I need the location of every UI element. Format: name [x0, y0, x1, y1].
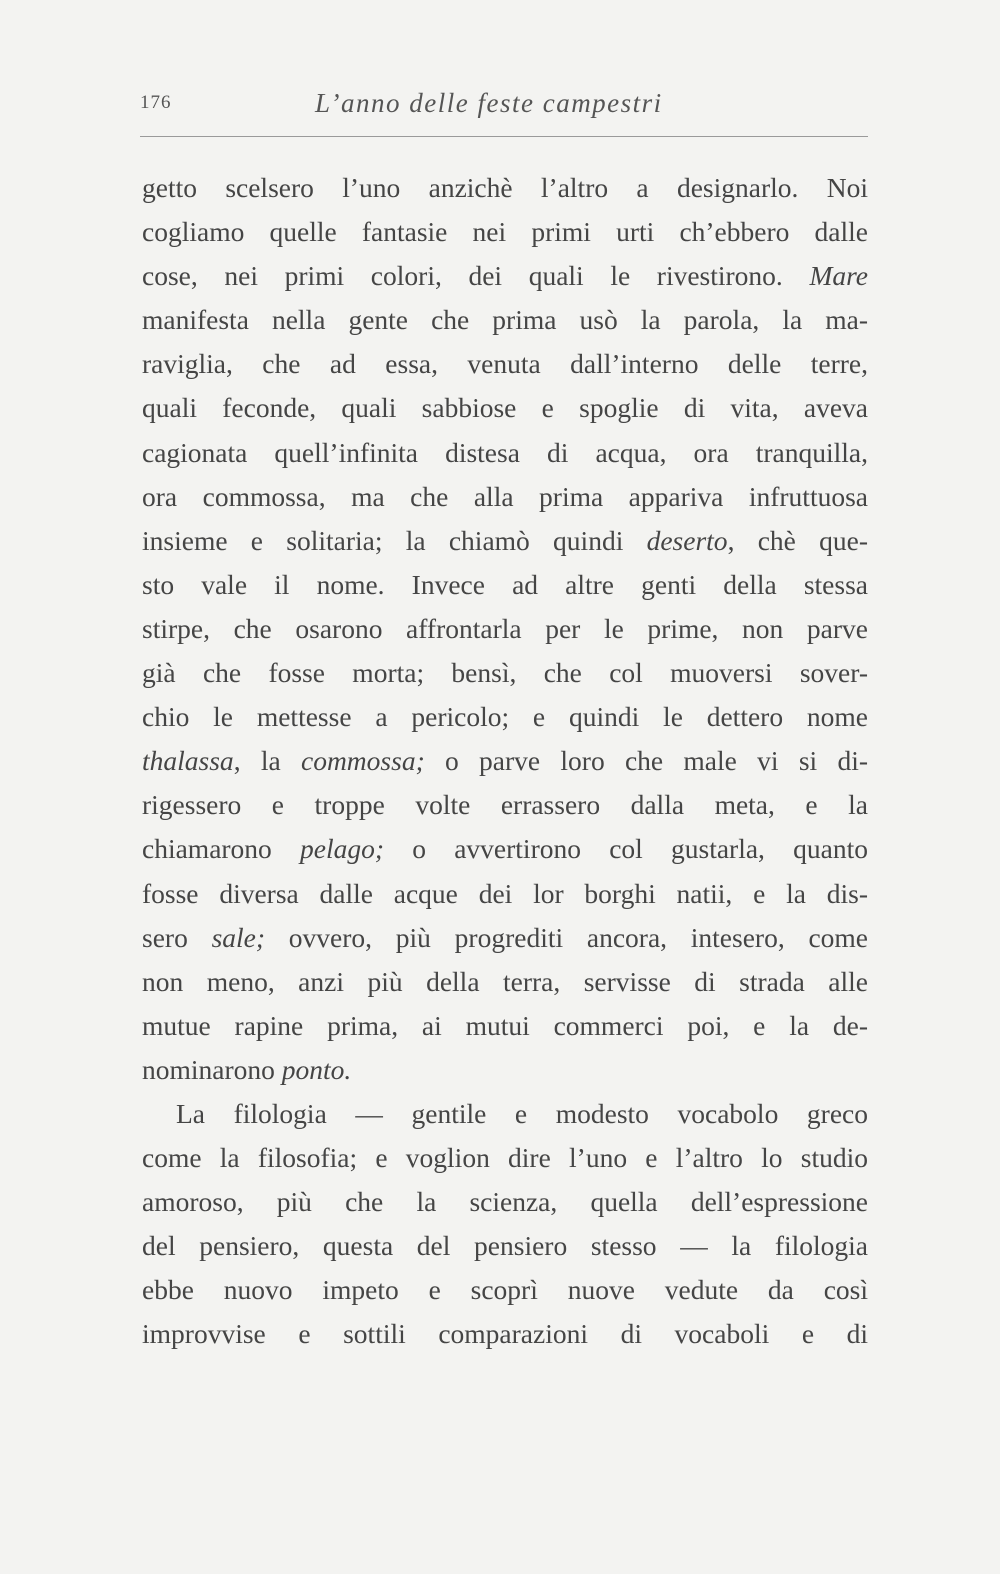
text-span: come la filosofia; e voglion dire l’uno e l’altro lo studio: [142, 1142, 868, 1174]
text-line: [142, 872, 868, 916]
text-span: quali feconde, quali sabbiose e spoglie di vita, aveva: [142, 392, 868, 424]
text-line: [142, 431, 868, 475]
text-span: o parve loro che male vi si di-: [424, 745, 868, 777]
text-span: non meno, anzi più della terra, servisse di strada alle: [142, 965, 868, 997]
italic-span: thalassa: [142, 745, 234, 777]
text-line: [142, 519, 868, 563]
text-line: [142, 960, 868, 1004]
text-line: [142, 298, 868, 342]
text-span: getto scelsero l’uno anzichè l’altro a designarlo. Noi: [142, 172, 868, 203]
paragraph: [142, 1092, 868, 1357]
text-line: [142, 1180, 868, 1224]
italic-span: Mare: [809, 260, 868, 292]
text-line: [142, 916, 868, 960]
page-number: 176: [140, 92, 172, 113]
text-line: [142, 210, 868, 254]
text-span: amoroso, più che la scienza, quella dell’espressione: [142, 1186, 868, 1218]
text-line: [142, 607, 868, 651]
text-line: [142, 386, 868, 430]
text-span: rigessero e troppe volte errassero dalla meta, e la: [142, 789, 868, 821]
text-line: [142, 1092, 868, 1136]
text-line: [142, 1224, 868, 1268]
text-line: [142, 1268, 868, 1312]
text-span: cose, nei primi colori, dei quali le rivestirono.: [142, 260, 810, 292]
text-span: chio le mettesse a pericolo; e quindi le dettero nome: [142, 701, 868, 733]
text-span: sero: [142, 921, 212, 953]
text-span: , la: [233, 745, 301, 777]
text-span: cogliamo quelle fantasie nei primi urti ch’ebbero dalle: [142, 216, 868, 248]
text-span: chiamarono: [142, 833, 301, 865]
paragraph: [142, 166, 868, 1092]
text-span: , chè que-: [727, 524, 868, 556]
text-span: o avvertirono col gustarla, quanto: [384, 833, 868, 865]
text-span: mutue rapine prima, ai mutui commerci poi, e la de-: [142, 1009, 868, 1041]
text-span: stirpe, che osarono affrontarla per le prime, non parve: [142, 612, 868, 644]
text-line: [142, 827, 868, 871]
italic-span: deserto: [646, 524, 728, 556]
italic-span: sale;: [211, 921, 266, 953]
body-text: [142, 166, 868, 1357]
text-span: improvvise e sottili comparazioni di vocaboli e di: [142, 1318, 868, 1350]
text-span: raviglia, che ad essa, venuta dall’interno delle terre,: [142, 348, 868, 380]
text-span: sto vale il nome. Invece ad altre genti della stessa: [142, 568, 868, 600]
running-title: L’anno delle feste campestri: [315, 88, 663, 118]
text-span: manifesta nella gente che prima usò la parola, la ma-: [142, 304, 868, 336]
text-line: [142, 563, 868, 607]
italic-span: commossa;: [300, 745, 425, 777]
text-span: cagionata quell’infinita distesa di acqua, ora tranquilla,: [142, 436, 868, 468]
text-span: insieme e solitaria; la chiamò quindi: [142, 524, 647, 556]
italic-span: pelago;: [300, 833, 385, 865]
text-span: del pensiero, questa del pensiero stesso — la filologia: [142, 1230, 868, 1262]
text-line: [142, 695, 868, 739]
text-span: fosse diversa dalle acque dei lor borghi natii, e la dis-: [142, 877, 868, 909]
text-span: ora commossa, ma che alla prima appariva infruttuosa: [142, 480, 868, 512]
italic-span: ponto.: [281, 1053, 352, 1085]
text-line: [142, 651, 868, 695]
text-span: ovvero, più progrediti ancora, intesero, come: [265, 921, 868, 953]
text-line: [142, 166, 868, 210]
text-span: nominarono: [142, 1053, 282, 1085]
text-line: [142, 1004, 868, 1048]
text-line: [142, 475, 868, 519]
text-line: [142, 1048, 868, 1092]
text-span: ebbe nuovo impeto e scoprì nuove vedute da così: [142, 1274, 868, 1306]
text-span: La filologia — gentile e modesto vocabolo greco: [176, 1097, 868, 1129]
text-line: [142, 1136, 868, 1180]
page-header: [140, 88, 868, 128]
text-line: [142, 342, 868, 386]
header-rule: [140, 136, 868, 137]
text-line: [142, 783, 868, 827]
text-line: [142, 254, 868, 298]
text-line: [142, 1312, 868, 1356]
text-line: [142, 739, 868, 783]
text-span: già che fosse morta; bensì, che col muoversi sover-: [142, 657, 868, 689]
